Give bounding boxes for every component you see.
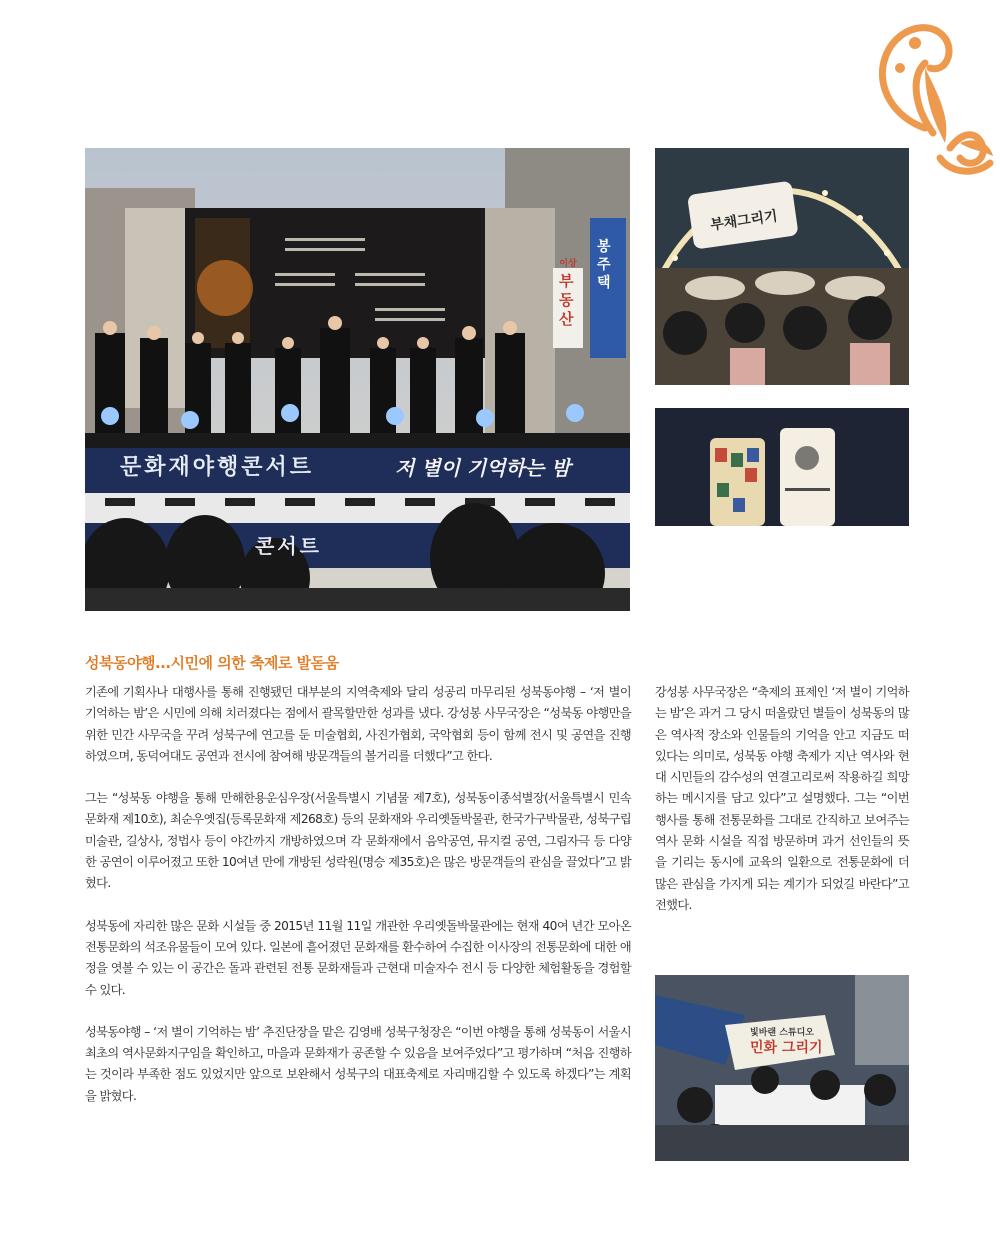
concert-stage-photo <box>85 148 630 611</box>
stage-banner-text: 문화재야행콘서트 <box>120 455 315 480</box>
right-text-column <box>655 682 909 937</box>
paragraph-festival-meaning: 강성봉 사무국장은 “축제의 표제인 ‘저 별이 기억하는 밤’은 과거 그 당시 떠올랐던 별들이 성북동의 많은 역사적 장소와 인물들의 기억을 안고 지금도 떠 있다는 의미로, 성북동 야행 축제가 지난 역사와 현대 시민들의 감수성의 연결고리로써 작용하길 희망하는 메시지를 담고 있다”고 설명했다. 그는 “이번 행사를 통해 전통문화를 그대로 간직하고 보여주는 역사 문화 시설을 직접 방문하며 과거 선인들의 뜻을 기리는 동시에 교육의 일환으로 전통문화에 더 많은 관심을 가지게 되는 계기가 되었길 바란다”고 전했다. <box>655 685 909 912</box>
stage-banner-script-text: 저 별이 기억하는 밤 <box>395 456 571 480</box>
paragraph-heritage-sites: 그는 “성북동 야행을 통해 만해한용운심우장(서울특별시 기념물 제7호), 성북동이종석별장(서울특별시 민속 문화재 제10호), 최순우옛집(등록문화재 제268호) 등의 문화재와 우리옛돌박물관, 한국가구박물관, 성북구립미술관, 길상사, 정법사 등이 야간까지 개방하였으며 각 문화재에서 음악공연, 뮤지컬 공연, 그림자극 등 다양한 공연이 이루어졌고 또한 10여년 만에 개방된 성락원(명승 제35호)은 많은 방문객들의 관심을 끌었다”고 밝혔다. <box>85 791 631 891</box>
shop-sign-top-text: 이상 <box>559 259 577 269</box>
paragraph-mayor-comment: 성북동야행 – ‘저 별이 기억하는 밤’ 추진단장을 맡은 김영배 성북구청장은 “이번 야행을 통해 성북동이 서울시 최초의 역사문화지구임을 확인하고, 마을과 문화재가 공존할 수 있음을 보여주었다”고 평가하며 “처음 진행하는 것이라 부족한 점도 있었지만 앞으로 보완해서 성북구의 대표축제로 자리매김할 수 있도록 하겠다”는 계획을 밝혔다. <box>85 1024 631 1103</box>
fan-painting-sign-text: 부채그리기 <box>709 208 779 234</box>
section-title: 성북동야행...시민에 의한 축제로 발돋움 <box>85 654 339 672</box>
folk-banner-text: 민화 그리기 <box>750 1040 823 1056</box>
folk-banner-top-text: 빛바랜 스튜디오 <box>750 1028 814 1038</box>
lower-banner-text: 콘서트 <box>255 534 322 558</box>
paragraph-organizers: 기존에 기획사나 대행사를 통해 진행됐던 대부분의 지역축제와 달리 성공리 마무리된 성북동야행 – ‘저 별이 기억하는 밤’은 시민에 의해 치러졌다는 점에서 괄목할만한 성과를 냈다. 강성봉 사무국장은 “성북동 야행만을 위한 민간 사무국을 꾸려 성북구에 연고를 둔 미술협회, 사진가협회, 국악협회 등이 함께 전시 및 공연을 진행하였으며, 동덕여대도 공연과 전시에 참여해 방문객들의 볼거리를 더했다”고 한다. <box>85 685 631 763</box>
left-text-column <box>85 682 631 1128</box>
folk-painting-photo <box>655 975 909 1161</box>
fan-painting-photo <box>655 148 909 385</box>
lantern-photo <box>655 408 909 526</box>
vertical-sign-text: 봉주택 <box>597 239 611 291</box>
paragraph-stone-museum: 성북동에 자리한 많은 문화 시설들 중 2015년 11월 11일 개관한 우리옛돌박물관에는 현재 40여 년간 모아온 전통문화의 석조유물들이 모여 있다. 일본에 흩어졌던 문화재를 환수하여 수집한 이사장의 전통문화에 대한 애정을 엿볼 수 있는 이 공간은 돌과 관련된 전통 문화재들과 근현대 미술자수 전시 등 다양한 체험활동을 경험할 수 있다. <box>85 918 631 997</box>
shop-sign-text: 부동산 <box>559 272 574 328</box>
